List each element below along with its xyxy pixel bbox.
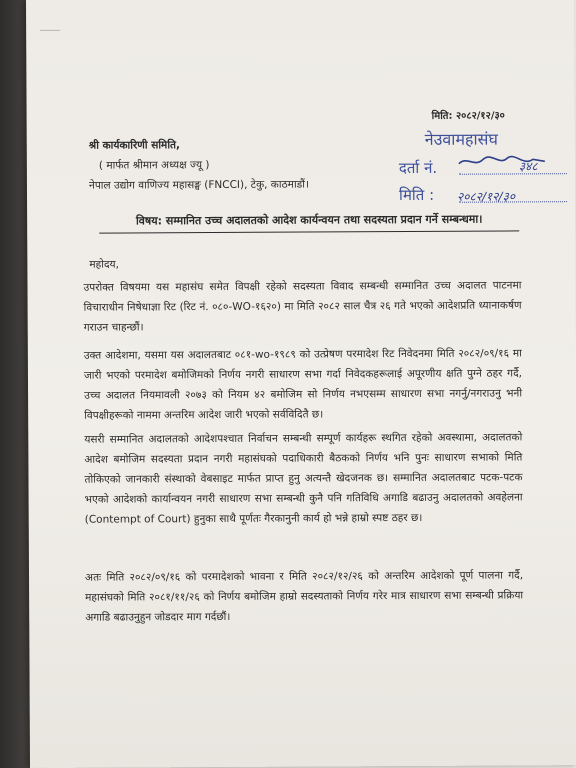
letter-date: मिति: २०८२/१२/३० bbox=[431, 110, 505, 122]
stamp-miti-label: मिति : bbox=[398, 185, 435, 205]
handwritten-miti-value: २०८२/१२/३० bbox=[456, 189, 516, 204]
letter-page bbox=[26, 0, 576, 768]
handwritten-darta-number: ३४८ bbox=[518, 159, 538, 174]
recipient-via: ( मार्फत श्रीमान अध्यक्ष ज्यू ) bbox=[98, 159, 210, 172]
letter-subject: विषय: सम्मानित उच्च अदालतको आदेश कार्यन्वयन तथा सदस्यता प्रदान गर्ने सम्बन्धमा। bbox=[99, 211, 519, 233]
salutation: महोदय, bbox=[89, 258, 119, 271]
stamp-organization: नेउवामहासंघ bbox=[424, 129, 498, 149]
stamp-darta-label: दर्ता नं. bbox=[398, 158, 438, 178]
body-paragraph-2: उक्त आदेशमा, यसमा यस अदालतबाट ०८१-wo-१९८९ को उत्प्रेषण परमादेश रिट निवेदनमा मिति २०८२/०९/१६ मा जारी भएको परमादेश बमोजिमको निर्णय नगरी साधारण सभा गर्दा निवेदकहरूलाई अपूरणीय क्षति पुग्ने ठहर गर्दै, उच्च अदालत नियमावली २०७३ को नियम ४२ बमोजिम सो निर्णय नभएसम्म साधारण सभा नगर्नु/नगराउनु भनी विपक्षीहरूको नाममा अन्तरिम आदेश जारी भएको सर्वविदितै छ। bbox=[83, 347, 523, 422]
fold-mark bbox=[40, 30, 60, 31]
body-paragraph-1: उपरोक्त विषयमा यस महासंघ समेत विपक्षी रहेको सदस्यता विवाद सम्बन्धी सम्मानित उच्च अदालत पाटनमा विचाराधीन निषेधाज्ञा रिट (रिट नं. ०८०-WO-१६२०) मा मिति २०८२ साल चैत्र २६ गते भएको आदेशप्रति ध्यानाकर्षण गराउन चाहन्छौं। bbox=[83, 279, 522, 334]
darta-dotted-line bbox=[459, 173, 567, 175]
body-paragraph-4: अतः मिति २०८२/०९/१६ को परमादेशको भावना र मिति २०८२/१२/२६ को अन्तरिम आदेशको पूर्ण पालना गर्दै, महासंघको मिति २०८१/११/२६ को निर्णय बमोजिम हाम्रो सदस्यताको निर्णय गरेर मात्र साधारण सभा सम्बन्धी प्रक्रिया अगाडि बढाउनुहुन जोडदार माग गर्दछौं। bbox=[84, 569, 524, 624]
body-paragraph-3: यसरी सम्मानित अदालतको आदेशपश्चात निर्वाचन सम्बन्धी सम्पूर्ण कार्यहरू स्थगित रहेको अवस्थामा, अदालतको आदेश बमोजिम सदस्यता प्रदान नगरी महासंघको पदाधिकारी बैठकको निर्णय भनि पुनः साधारण सभाको मिति तोकिएको जानकारी संस्थाको वेबसाइट मार्फत प्राप्त हुनु अत्यन्तै खेदजनक छ। सम्मानित अदालतबाट पटक-पटक भएको आदेशको कार्यान्वयन नगरी साधारण सभा सम्बन्धी कुनै पनि गतिविधि अगाडि बढाउनु अदालतको अवहेलना (Contempt of Court) हुनुका साथै पूर्णतः गैरकानुनी कार्य हो भन्ने हाम्रो स्पष्ट ठहर छ। bbox=[84, 431, 523, 526]
recipient-title: श्री कार्यकारिणी समिति, bbox=[88, 139, 181, 152]
recipient-address: नेपाल उद्योग वाणिज्य महासङ्घ (FNCCI), टेकु, काठमाडौं। bbox=[88, 178, 310, 192]
